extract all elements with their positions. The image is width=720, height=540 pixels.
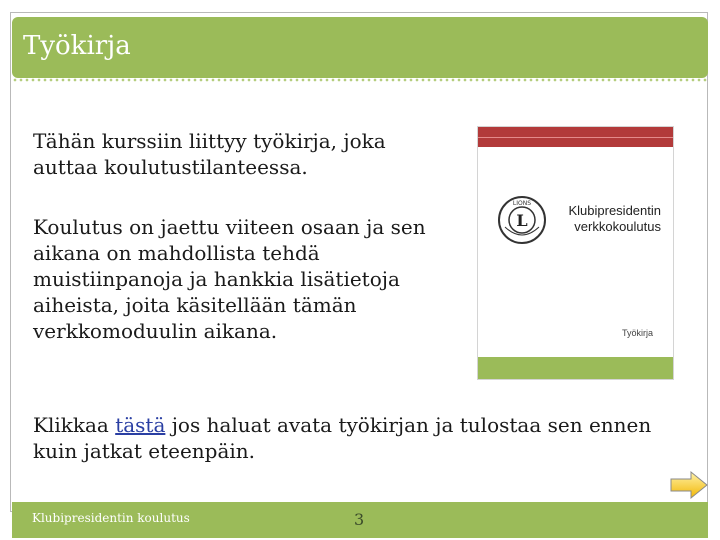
cover-red-band: [478, 127, 673, 147]
instruction-text-after: jos haluat avata työkirjan ja tulostaa sen ennen kuin jatkat eteenpäin.: [33, 413, 652, 463]
footer-course-name: Klubipresidentin koulutus: [32, 511, 190, 525]
workbook-cover-image: [477, 126, 674, 380]
paragraph-description: Koulutus on jaettu viiteen osaan ja sen aikana on mahdollista tehdä muistiinpanoja ja hankkia lisätietoja aiheista, joita käsitellään tämän verkkomoduulin aikana.: [33, 215, 426, 343]
lions-logo-icon: [495, 195, 549, 245]
cover-green-band: [478, 357, 673, 379]
slide-title: Työkirja: [23, 31, 131, 61]
footer-bar: [12, 502, 708, 538]
page-number: 3: [354, 510, 365, 529]
workbook-link[interactable]: tästä: [115, 413, 166, 437]
cover-subtitle: Työkirja: [621, 328, 653, 338]
paragraph-intro: Tähän kurssiin liittyy työkirja, joka auttaa koulutustilanteessa.: [33, 129, 386, 179]
title-bar: [12, 17, 708, 78]
svg-text:L: L: [516, 211, 528, 230]
paragraph-instruction: [33, 412, 683, 464]
instruction-text-before: Klikkaa: [33, 413, 116, 437]
logo-lettering: LIONS: [512, 200, 532, 207]
arrow-right-icon[interactable]: [669, 470, 709, 500]
cover-title: Klubipresidentin verkkokoulutus: [568, 203, 661, 234]
